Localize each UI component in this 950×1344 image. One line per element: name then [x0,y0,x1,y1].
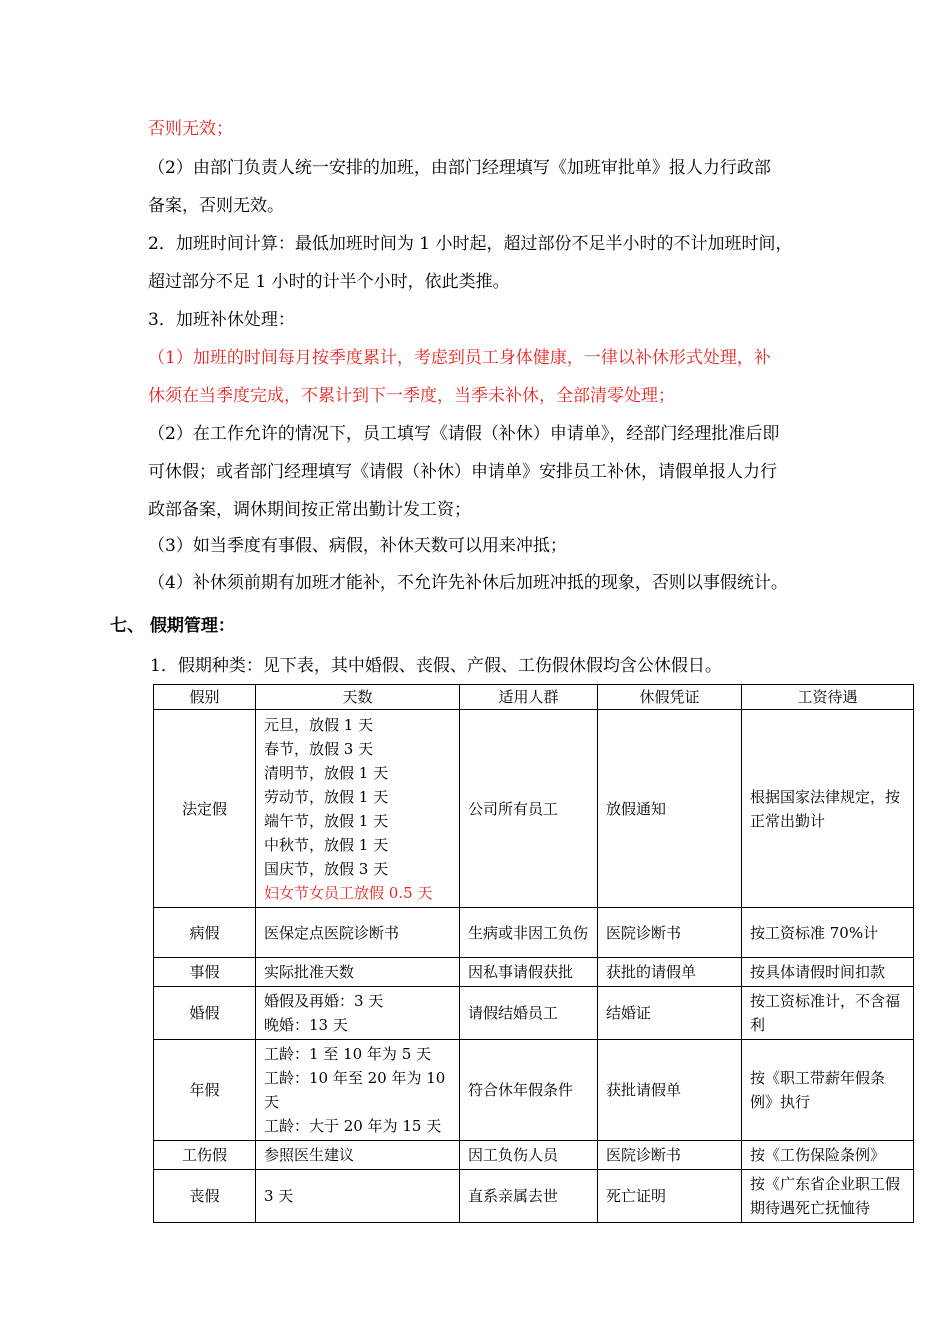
paragraph-dept-overtime-2: 备案，否则无效。 [148,196,284,216]
cell-group: 因私事请假获批 [460,958,598,987]
cell-type: 工伤假 [154,1141,256,1170]
table-row [154,1141,914,1170]
cell-group: 直系亲属去世 [460,1170,598,1223]
table-row [154,958,914,987]
header-days: 天数 [256,685,460,710]
paragraph-compensatory-rule-2a: （2）在工作允许的情况下，员工填写《请假（补休）申请单》，经部门经理批准后即 [148,424,780,444]
days-line-womens-day: 妇女节女员工放假 0.5 天 [264,883,433,902]
cell-group: 公司所有员工 [460,710,598,908]
paragraph-compensatory-rule-1b: 休须在当季度完成，不累计到下一季度，当季未补休，全部清零处理； [148,386,675,406]
cell-pay: 按《工伤保险条例》 [742,1141,914,1170]
cell-days: 3 天 [256,1170,460,1223]
days-line: 劳动节，放假 1 天 [264,787,389,806]
cell-days: 医保定点医院诊断书 [256,908,460,958]
cell-group: 因工负伤人员 [460,1141,598,1170]
days-line: 元旦，放假 1 天 [264,715,374,734]
cell-days: 参照医生建议 [256,1141,460,1170]
cell-type: 法定假 [154,710,256,908]
cell-pay: 按具体请假时间扣款 [742,958,914,987]
cell-proof: 医院诊断书 [598,1141,742,1170]
section-heading-leave-management: 七、 假期管理： [110,616,235,636]
cell-proof: 获批请假单 [598,1040,742,1141]
cell-pay: 按《广东省企业职工假期待遇死亡抚恤待 [742,1170,914,1223]
days-line: 工龄：10 年至 20 年为 10 天 [264,1069,446,1111]
cell-proof: 获批的请假单 [598,958,742,987]
cell-proof: 死亡证明 [598,1170,742,1223]
paragraph-compensatory-rule-2c: 政部备案，调休期间按正常出勤计发工资； [148,500,471,520]
cell-pay: 根据国家法律规定，按正常出勤计 [742,710,914,908]
cell-type: 年假 [154,1040,256,1141]
paragraph-compensatory-rule-4: （4）补休须前期有加班才能补，不允许先补休后加班冲抵的现象，否则以事假统计。 [148,573,788,593]
cell-days [256,710,460,908]
cell-proof: 放假通知 [598,710,742,908]
header-applicable-group: 适用人群 [460,685,598,710]
table-row [154,710,914,908]
days-line: 中秋节，放假 1 天 [264,835,389,854]
paragraph-invalid-note: 否则无效； [148,119,233,139]
paragraph-overtime-calc-2: 超过部分不足 1 小时的计半个小时，依此类推。 [148,272,510,292]
paragraph-dept-overtime-1: （2）由部门负责人统一安排的加班，由部门经理填写《加班审批单》报人力行政部 [148,158,771,178]
days-line: 清明节，放假 1 天 [264,763,389,782]
header-leave-type: 假别 [154,685,256,710]
days-line: 春节，放假 3 天 [264,739,374,758]
cell-type: 丧假 [154,1170,256,1223]
cell-group: 符合休年假条件 [460,1040,598,1141]
paragraph-compensatory-rule-3: （3）如当季度有事假、病假，补休天数可以用来冲抵； [148,536,567,556]
cell-pay: 按《职工带薪年假条例》执行 [742,1040,914,1141]
table-row [154,1040,914,1141]
cell-group: 生病或非因工负伤 [460,908,598,958]
cell-days [256,1040,460,1141]
table-row [154,1170,914,1223]
cell-days: 实际批准天数 [256,958,460,987]
cell-type: 婚假 [154,987,256,1040]
paragraph-compensatory-rule-1a: （1）加班的时间每月按季度累计，考虑到员工身体健康，一律以补休形式处理，补 [148,348,771,368]
cell-pay: 按工资标准 70%计 [742,908,914,958]
header-leave-proof: 休假凭证 [598,685,742,710]
days-line: 工龄：大于 20 年为 15 天 [264,1117,442,1135]
paragraph-compensatory-leave-title: 3．加班补休处理： [148,310,295,330]
paragraph-leave-types: 1．假期种类：见下表，其中婚假、丧假、产假、工伤假休假均含公休假日。 [150,656,722,676]
table-row [154,987,914,1040]
days-line: 晚婚：13 天 [264,1016,348,1034]
cell-group: 请假结婚员工 [460,987,598,1040]
cell-type: 病假 [154,908,256,958]
days-line: 工龄：1 至 10 年为 5 天 [264,1045,432,1063]
cell-proof: 医院诊断书 [598,908,742,958]
days-line: 端午节，放假 1 天 [264,811,389,830]
days-line: 婚假及再婚：3 天 [264,992,384,1010]
header-pay-treatment: 工资待遇 [742,685,914,710]
cell-days [256,987,460,1040]
paragraph-overtime-calc-1: 2．加班时间计算：最低加班时间为 1 小时起，超过部份不足半小时的不计加班时间， [148,234,793,254]
cell-proof: 结婚证 [598,987,742,1040]
table-header-row [154,685,914,710]
days-line: 国庆节，放假 3 天 [264,859,389,878]
paragraph-compensatory-rule-2b: 可休假；或者部门经理填写《请假（补休）申请单》安排员工补休，请假单报人力行 [148,462,777,482]
leave-types-table [153,684,914,1223]
cell-type: 事假 [154,958,256,987]
table-row [154,908,914,958]
cell-pay: 按工资标准计，不含福利 [742,987,914,1040]
